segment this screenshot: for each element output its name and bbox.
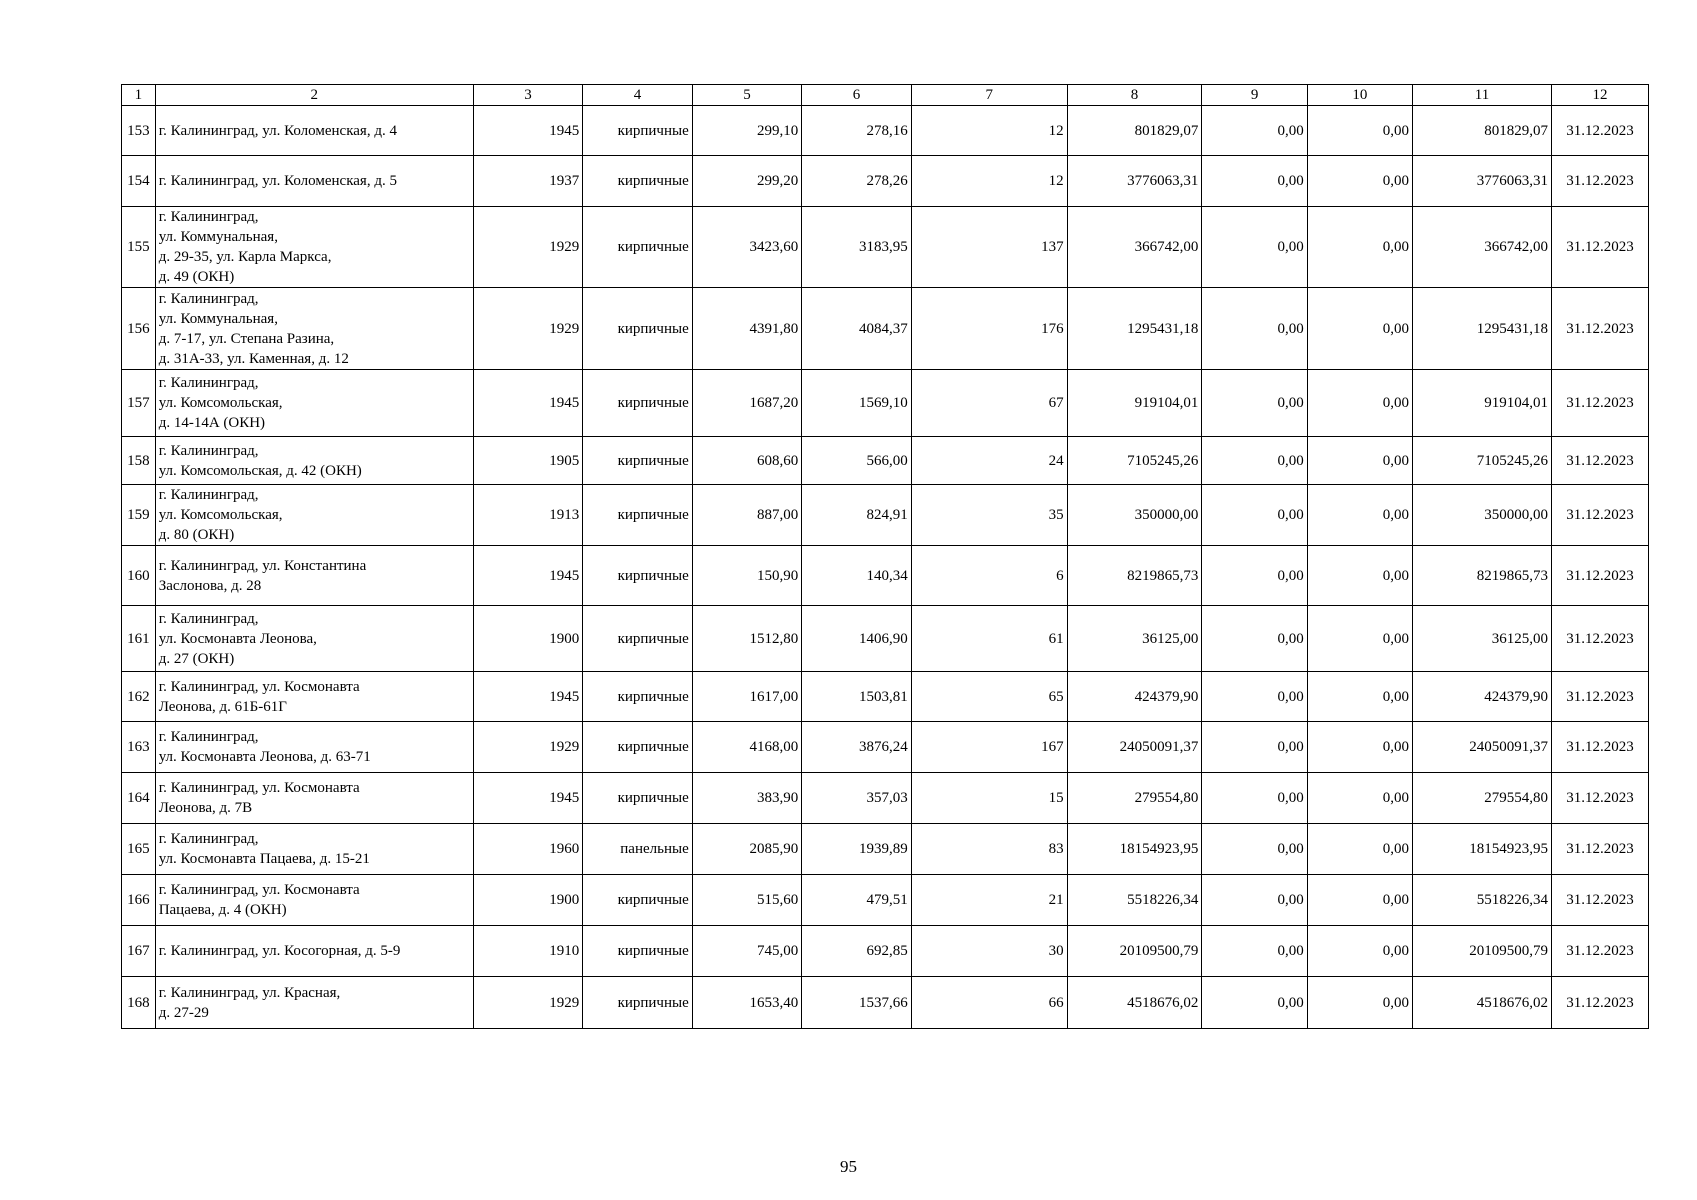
wall-material-cell: кирпичные [583,672,693,722]
cost-owners-cell: 20109500,79 [1413,926,1552,977]
cost-fund-cell: 0,00 [1202,437,1307,485]
cost-total-cell: 801829,07 [1067,106,1202,156]
address-cell [155,722,473,773]
residents-cell: 61 [911,606,1067,672]
living-area-cell: 278,26 [802,156,912,207]
cost-total-cell: 350000,00 [1067,485,1202,546]
deadline-date-cell: 31.12.2023 [1552,485,1649,546]
living-area-cell: 824,91 [802,485,912,546]
living-area-cell: 1503,81 [802,672,912,722]
living-area-cell: 357,03 [802,773,912,824]
wall-material-cell: кирпичные [583,722,693,773]
page-number: 95 [840,1157,857,1176]
deadline-date-cell: 31.12.2023 [1552,546,1649,606]
total-area-cell: 1653,40 [692,977,802,1029]
year-cell: 1929 [473,288,583,370]
cost-total-cell: 20109500,79 [1067,926,1202,977]
cost-fund-cell: 0,00 [1202,722,1307,773]
row-number-cell: 155 [122,207,156,288]
residents-cell: 12 [911,156,1067,207]
living-area-cell: 1569,10 [802,370,912,437]
total-area-cell: 3423,60 [692,207,802,288]
cost-budget-cell: 0,00 [1307,722,1412,773]
cost-fund-cell: 0,00 [1202,977,1307,1029]
wall-material-cell: кирпичные [583,437,693,485]
cost-owners-cell: 3776063,31 [1413,156,1552,207]
cost-owners-cell: 5518226,34 [1413,875,1552,926]
table-row [122,722,1649,773]
cost-owners-cell: 4518676,02 [1413,977,1552,1029]
row-number-cell: 161 [122,606,156,672]
cost-owners-cell: 8219865,73 [1413,546,1552,606]
address-cell [155,156,473,207]
address-line: д. 27-29 [158,1004,209,1021]
cost-total-cell: 1295431,18 [1067,288,1202,370]
cost-budget-cell: 0,00 [1307,207,1412,288]
residents-cell: 137 [911,207,1067,288]
column-header-2: 2 [155,85,473,106]
address-line: г. Калининград, ул. Космонавта [158,678,360,695]
cost-owners-cell: 24050091,37 [1413,722,1552,773]
table-row [122,926,1649,977]
cost-total-cell: 279554,80 [1067,773,1202,824]
housing-registry-table [121,84,1649,1029]
residents-cell: 35 [911,485,1067,546]
total-area-cell: 383,90 [692,773,802,824]
deadline-date-cell: 31.12.2023 [1552,926,1649,977]
cost-fund-cell: 0,00 [1202,370,1307,437]
total-area-cell: 1687,20 [692,370,802,437]
cost-owners-cell: 350000,00 [1413,485,1552,546]
row-number-cell: 160 [122,546,156,606]
row-number-cell: 153 [122,106,156,156]
address-line: д. 31А-33, ул. Каменная, д. 12 [158,350,349,367]
cost-fund-cell: 0,00 [1202,156,1307,207]
table-row [122,106,1649,156]
cost-budget-cell: 0,00 [1307,977,1412,1029]
deadline-date-cell: 31.12.2023 [1552,156,1649,207]
address-line: г. Калининград, ул. Космонавта [158,780,360,796]
cost-owners-cell: 279554,80 [1413,773,1552,824]
cost-fund-cell: 0,00 [1202,926,1307,977]
address-line: д. 29-35, ул. Карла Маркса, [158,249,332,265]
wall-material-cell: кирпичные [583,875,693,926]
address-cell [155,875,473,926]
year-cell: 1945 [473,773,583,824]
table-row [122,288,1649,370]
year-cell: 1945 [473,672,583,722]
address-cell [155,546,473,606]
deadline-date-cell: 31.12.2023 [1552,288,1649,370]
year-cell: 1929 [473,722,583,773]
cost-total-cell: 3776063,31 [1067,156,1202,207]
column-header-4: 4 [583,85,693,106]
residents-cell: 21 [911,875,1067,926]
living-area-cell: 1939,89 [802,824,912,875]
cost-owners-cell: 7105245,26 [1413,437,1552,485]
table-body [122,106,1649,1029]
table-row [122,875,1649,926]
wall-material-cell: кирпичные [583,207,693,288]
wall-material-cell: кирпичные [583,926,693,977]
cost-budget-cell: 0,00 [1307,106,1412,156]
column-header-5: 5 [692,85,802,106]
address-line: д. 14-14А (ОКН) [158,415,266,431]
address-line: г. Калининград, [158,729,259,745]
wall-material-cell: панельные [583,824,693,875]
address-line: ул. Комсомольская, [158,507,283,523]
table-row [122,546,1649,606]
deadline-date-cell: 31.12.2023 [1552,672,1649,722]
year-cell: 1913 [473,485,583,546]
row-number-cell: 159 [122,485,156,546]
address-line: ул. Космонавта Пацаева, д. 15-21 [158,851,370,867]
address-line: г. Калининград, [158,442,259,459]
column-header-8: 8 [1067,85,1202,106]
table-row [122,207,1649,288]
cost-budget-cell: 0,00 [1307,546,1412,606]
address-cell [155,370,473,437]
residents-cell: 65 [911,672,1067,722]
year-cell: 1929 [473,207,583,288]
address-cell [155,926,473,977]
deadline-date-cell: 31.12.2023 [1552,437,1649,485]
deadline-date-cell: 31.12.2023 [1552,370,1649,437]
column-header-1: 1 [122,85,156,106]
row-number-cell: 168 [122,977,156,1029]
cost-fund-cell: 0,00 [1202,875,1307,926]
total-area-cell: 608,60 [692,437,802,485]
total-area-cell: 2085,90 [692,824,802,875]
table-row [122,437,1649,485]
cost-budget-cell: 0,00 [1307,875,1412,926]
year-cell: 1900 [473,875,583,926]
wall-material-cell: кирпичные [583,370,693,437]
address-cell [155,485,473,546]
column-header-10: 10 [1307,85,1412,106]
deadline-date-cell: 31.12.2023 [1552,773,1649,824]
address-line: Заслонова, д. 28 [158,577,262,594]
total-area-cell: 4168,00 [692,722,802,773]
cost-total-cell: 424379,90 [1067,672,1202,722]
year-cell: 1929 [473,977,583,1029]
address-line: г. Калининград, [158,209,259,225]
wall-material-cell: кирпичные [583,773,693,824]
cost-total-cell: 919104,01 [1067,370,1202,437]
cost-owners-cell: 366742,00 [1413,207,1552,288]
total-area-cell: 1512,80 [692,606,802,672]
residents-cell: 67 [911,370,1067,437]
year-cell: 1900 [473,606,583,672]
column-header-3: 3 [473,85,583,106]
address-line: д. 27 (ОКН) [158,650,235,667]
address-line: ул. Коммунальная, [158,310,278,327]
address-line: г. Калининград, [158,290,259,307]
cost-fund-cell: 0,00 [1202,546,1307,606]
address-line: г. Калининград, [158,831,259,847]
address-line: Пацаева, д. 4 (ОКН) [158,902,287,918]
cost-budget-cell: 0,00 [1307,672,1412,722]
residents-cell: 6 [911,546,1067,606]
address-line: д. 80 (ОКН) [158,527,235,543]
address-line: ул. Космонавта Леонова, д. 63-71 [158,749,371,765]
cost-owners-cell: 801829,07 [1413,106,1552,156]
row-number-cell: 163 [122,722,156,773]
table-row [122,824,1649,875]
row-number-cell: 166 [122,875,156,926]
row-number-cell: 156 [122,288,156,370]
deadline-date-cell: 31.12.2023 [1552,977,1649,1029]
cost-total-cell: 18154923,95 [1067,824,1202,875]
address-cell [155,437,473,485]
total-area-cell: 1617,00 [692,672,802,722]
row-number-cell: 164 [122,773,156,824]
address-cell [155,773,473,824]
year-cell: 1905 [473,437,583,485]
cost-total-cell: 366742,00 [1067,207,1202,288]
year-cell: 1945 [473,370,583,437]
wall-material-cell: кирпичные [583,106,693,156]
cost-fund-cell: 0,00 [1202,606,1307,672]
address-line: г. Калининград, [158,375,259,391]
wall-material-cell: кирпичные [583,485,693,546]
residents-cell: 66 [911,977,1067,1029]
address-line: д. 49 (ОКН) [158,269,235,285]
year-cell: 1910 [473,926,583,977]
cost-budget-cell: 0,00 [1307,437,1412,485]
address-line: Леонова, д. 7В [158,800,253,816]
cost-total-cell: 5518226,34 [1067,875,1202,926]
cost-total-cell: 36125,00 [1067,606,1202,672]
living-area-cell: 140,34 [802,546,912,606]
address-cell [155,977,473,1029]
cost-fund-cell: 0,00 [1202,288,1307,370]
residents-cell: 83 [911,824,1067,875]
cost-owners-cell: 1295431,18 [1413,288,1552,370]
deadline-date-cell: 31.12.2023 [1552,207,1649,288]
address-cell [155,606,473,672]
year-cell: 1960 [473,824,583,875]
wall-material-cell: кирпичные [583,156,693,207]
deadline-date-cell: 31.12.2023 [1552,875,1649,926]
living-area-cell: 692,85 [802,926,912,977]
total-area-cell: 887,00 [692,485,802,546]
wall-material-cell: кирпичные [583,546,693,606]
cost-owners-cell: 424379,90 [1413,672,1552,722]
table-row [122,977,1649,1029]
cost-owners-cell: 919104,01 [1413,370,1552,437]
cost-budget-cell: 0,00 [1307,824,1412,875]
address-line: г. Калининград, [158,610,259,627]
cost-fund-cell: 0,00 [1202,106,1307,156]
address-line: ул. Комсомольская, [158,395,283,411]
wall-material-cell: кирпичные [583,606,693,672]
cost-owners-cell: 18154923,95 [1413,824,1552,875]
table-row [122,156,1649,207]
residents-cell: 15 [911,773,1067,824]
residents-cell: 30 [911,926,1067,977]
table-row [122,672,1649,722]
wall-material-cell: кирпичные [583,977,693,1029]
address-line: г. Калининград, ул. Коломенская, д. 4 [158,122,397,139]
living-area-cell: 1537,66 [802,977,912,1029]
deadline-date-cell: 31.12.2023 [1552,106,1649,156]
total-area-cell: 150,90 [692,546,802,606]
address-line: ул. Коммунальная, [158,229,278,245]
column-header-12: 12 [1552,85,1649,106]
total-area-cell: 745,00 [692,926,802,977]
year-cell: 1937 [473,156,583,207]
living-area-cell: 566,00 [802,437,912,485]
wall-material-cell: кирпичные [583,288,693,370]
column-header-7: 7 [911,85,1067,106]
row-number-cell: 154 [122,156,156,207]
row-number-cell: 157 [122,370,156,437]
table-row [122,485,1649,546]
address-cell [155,288,473,370]
address-line: г. Калининград, ул. Коломенская, д. 5 [158,173,397,189]
row-number-cell: 162 [122,672,156,722]
living-area-cell: 479,51 [802,875,912,926]
address-line: д. 7-17, ул. Степана Разина, [158,330,335,347]
living-area-cell: 1406,90 [802,606,912,672]
deadline-date-cell: 31.12.2023 [1552,722,1649,773]
residents-cell: 24 [911,437,1067,485]
address-line: г. Калининград, ул. Константина [158,557,367,574]
residents-cell: 12 [911,106,1067,156]
address-line: г. Калининград, ул. Косогорная, д. 5-9 [158,943,401,959]
cost-budget-cell: 0,00 [1307,156,1412,207]
cost-budget-cell: 0,00 [1307,926,1412,977]
address-cell [155,824,473,875]
row-number-cell: 158 [122,437,156,485]
cost-budget-cell: 0,00 [1307,606,1412,672]
living-area-cell: 278,16 [802,106,912,156]
cost-budget-cell: 0,00 [1307,288,1412,370]
living-area-cell: 4084,37 [802,288,912,370]
address-cell [155,106,473,156]
address-line: г. Калининград, ул. Космонавта [158,882,360,898]
residents-cell: 167 [911,722,1067,773]
cost-fund-cell: 0,00 [1202,773,1307,824]
cost-fund-cell: 0,00 [1202,207,1307,288]
cost-total-cell: 7105245,26 [1067,437,1202,485]
table-row [122,773,1649,824]
cost-budget-cell: 0,00 [1307,370,1412,437]
deadline-date-cell: 31.12.2023 [1552,824,1649,875]
column-header-11: 11 [1413,85,1552,106]
deadline-date-cell: 31.12.2023 [1552,606,1649,672]
total-area-cell: 299,10 [692,106,802,156]
total-area-cell: 515,60 [692,875,802,926]
address-line: ул. Комсомольская, д. 42 (ОКН) [158,462,362,479]
address-cell [155,672,473,722]
living-area-cell: 3876,24 [802,722,912,773]
column-header-9: 9 [1202,85,1307,106]
cost-fund-cell: 0,00 [1202,824,1307,875]
residents-cell: 176 [911,288,1067,370]
living-area-cell: 3183,95 [802,207,912,288]
cost-total-cell: 24050091,37 [1067,722,1202,773]
address-line: Леонова, д. 61Б-61Г [158,698,287,715]
cost-owners-cell: 36125,00 [1413,606,1552,672]
address-cell [155,207,473,288]
cost-fund-cell: 0,00 [1202,672,1307,722]
cost-budget-cell: 0,00 [1307,773,1412,824]
year-cell: 1945 [473,546,583,606]
total-area-cell: 299,20 [692,156,802,207]
total-area-cell: 4391,80 [692,288,802,370]
address-line: г. Калининград, ул. Красная, [158,984,341,1001]
row-number-cell: 165 [122,824,156,875]
column-number-header-row [122,85,1649,106]
row-number-cell: 167 [122,926,156,977]
cost-fund-cell: 0,00 [1202,485,1307,546]
cost-budget-cell: 0,00 [1307,485,1412,546]
address-line: г. Калининград, [158,487,259,503]
column-header-6: 6 [802,85,912,106]
address-line: ул. Космонавта Леонова, [158,630,317,647]
cost-total-cell: 8219865,73 [1067,546,1202,606]
year-cell: 1945 [473,106,583,156]
cost-total-cell: 4518676,02 [1067,977,1202,1029]
table-row [122,606,1649,672]
table-row [122,370,1649,437]
